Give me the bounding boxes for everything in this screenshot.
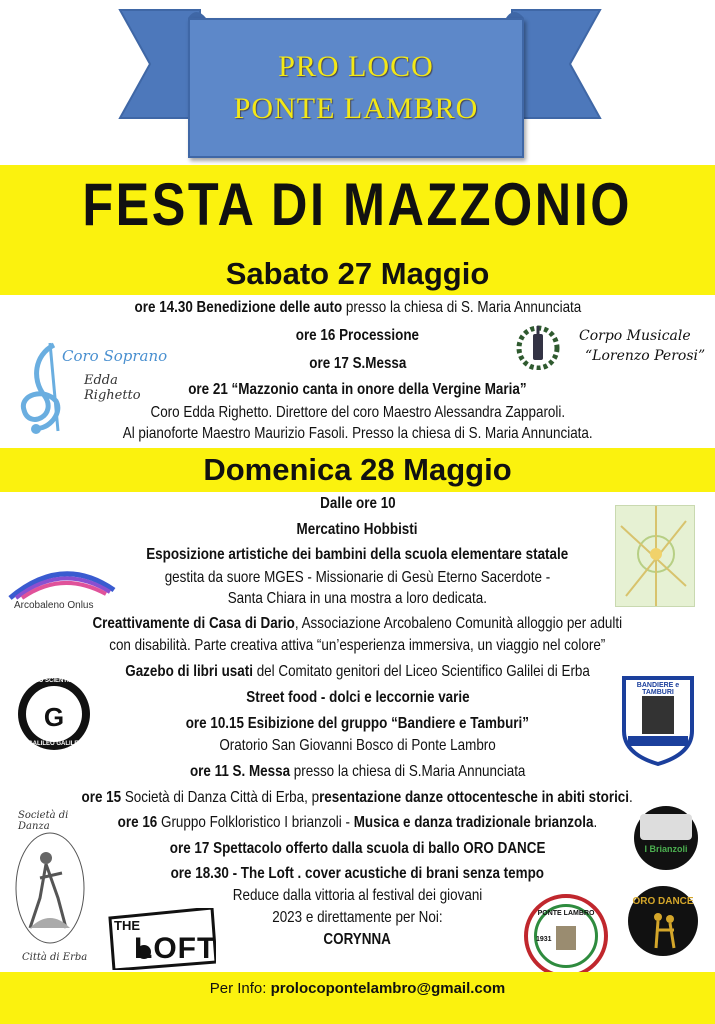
oro-dance-text: ORO DANCE: [632, 896, 694, 907]
oro-dance-logo: [628, 886, 698, 956]
sun-line-13: ore 15 Società di Danza Città di Erba, presentazione danze ottocentesche in abiti storici.: [81, 789, 634, 806]
dancers-illustration-icon: [10, 828, 90, 948]
sat-line-4: ore 21 “Mazzonio canta in onore della Vergine Maria”: [188, 381, 527, 398]
brianzoli-logo: [634, 806, 698, 870]
seal-town-text: PONTE LAMBRO: [537, 910, 595, 917]
sun-line-18: 2023 e direttamente per Noi:: [272, 909, 443, 926]
danza-top-text: Società di Danza: [18, 810, 69, 832]
sat-line-5: Coro Edda Righetto. Direttore del coro Maestro Alessandra Zapparoli.: [150, 404, 565, 421]
sun-line-8: Gazebo di libri usati del Comitato genitori del Liceo Scientifico Galilei di Erba: [125, 663, 590, 680]
sun-line-15: ore 17 Spettacolo offerto dalla scuola di ballo ORO DANCE: [169, 840, 546, 857]
ribbon-banner: [188, 18, 524, 158]
org-name-line1: PRO LOCO: [278, 50, 434, 83]
sun-line-3: Esposizione artistiche dei bambini della scuola elementare statale: [146, 546, 569, 563]
loft-the-text: THE: [114, 918, 140, 933]
sunday-heading: Domenica 28 Maggio: [203, 452, 512, 487]
children-drawing-image: [615, 505, 695, 607]
loft-word-text: LOFT: [134, 932, 217, 965]
sun-line-16: ore 18.30 - The Loft . cover acustiche di brani senza tempo: [170, 865, 545, 882]
g-letter-icon: G: [43, 702, 65, 732]
sun-line-7: con disabilità. Parte creativa attiva “un’esperienza immersiva, un viaggio nel colore”: [109, 637, 606, 654]
coro-director: Edda Righetto: [84, 373, 141, 403]
header-ribbon: [0, 0, 715, 165]
sun-line-9: Street food - dolci e leccornie varie: [245, 689, 470, 706]
coro-name: Coro Soprano: [62, 347, 168, 365]
arcobaleno-name: Arcobaleno Onlus: [14, 600, 94, 611]
seal-year-text: 1931: [536, 936, 552, 943]
brianzoli-name: I Brianzoli: [644, 844, 688, 854]
lyre-wreath-icon: [515, 322, 561, 370]
sun-line-19: CORYNNA: [323, 931, 392, 948]
corpo-musicale-logo: [515, 322, 710, 370]
bandiere-text: BANDIERE e TAMBURI: [636, 682, 680, 696]
sat-line-6: Al pianoforte Maestro Maurizio Fasoli. Presso la chiesa di S. Maria Annunciata.: [122, 425, 593, 442]
saturday-heading: Sabato 27 Maggio: [225, 256, 490, 291]
liceo-galilei-logo: [18, 678, 90, 750]
danza-bottom-text: Città di Erba: [22, 952, 88, 963]
liceo-top-text: LICEO SCIENTIFICO: [24, 678, 83, 684]
drawing-icon: [616, 506, 694, 606]
dancing-couple-icon: [646, 912, 680, 950]
corpo-dedication: “Lorenzo Perosi”: [585, 348, 706, 364]
proloco-seal-logo: [524, 894, 608, 978]
footer-email-link[interactable]: prolocopontelambro@gmail.com: [270, 980, 506, 997]
org-name-line2: PONTE LAMBRO: [233, 92, 479, 125]
sun-line-12: ore 11 S. Messa presso la chiesa di S.Maria Annunciata: [189, 763, 526, 780]
footer-info: [0, 980, 715, 997]
sun-line-2: Mercatino Hobbisti: [297, 521, 418, 538]
corpo-name: Corpo Musicale: [579, 328, 691, 344]
rainbow-icon: [6, 560, 118, 600]
bandiere-tamburi-logo: [622, 676, 694, 766]
sun-line-14: ore 16 Gruppo Folkloristico I brianzoli - Musica e danza tradizionale brianzola.: [117, 814, 598, 831]
coro-soprano-logo: [14, 335, 174, 440]
sun-line-1: Dalle ore 10: [319, 495, 396, 512]
liceo-bottom-text: GALILEO GALILEI: [28, 741, 80, 747]
sun-line-4: gestita da suore MGES - Missionarie di Gesù Eterno Sacerdote -: [164, 569, 551, 586]
societa-danza-logo: [10, 808, 90, 968]
sun-line-17: Reduce dalla vittoria al festival dei giovani: [232, 887, 483, 904]
arcobaleno-logo: [6, 560, 118, 616]
tower-icon: [556, 926, 576, 950]
sun-line-5: Santa Chiara in una mostra a loro dedicata.: [227, 590, 488, 607]
sun-line-6: Creattivamente di Casa di Dario, Associazione Arcobaleno Comunità alloggio per adulti: [92, 615, 623, 632]
sat-line-3: ore 17 S.Messa: [308, 355, 407, 372]
footer-label: Per Info:: [209, 980, 271, 997]
sat-line-1: ore 14.30 Benedizione delle auto presso la chiesa di S. Maria Annunciata: [134, 299, 581, 316]
event-title: FESTA DI MAZZONIO: [82, 171, 633, 238]
brianzoli-building-icon: [640, 814, 692, 840]
sat-line-2: ore 16 Processione: [295, 327, 420, 344]
the-loft-logo: [104, 908, 216, 970]
sun-line-11: Oratorio San Giovanni Bosco di Ponte Lambro: [219, 737, 496, 754]
sun-line-10: ore 10.15 Esibizione del gruppo “Bandiere e Tamburi”: [185, 715, 530, 732]
footer-band: [0, 972, 715, 1024]
